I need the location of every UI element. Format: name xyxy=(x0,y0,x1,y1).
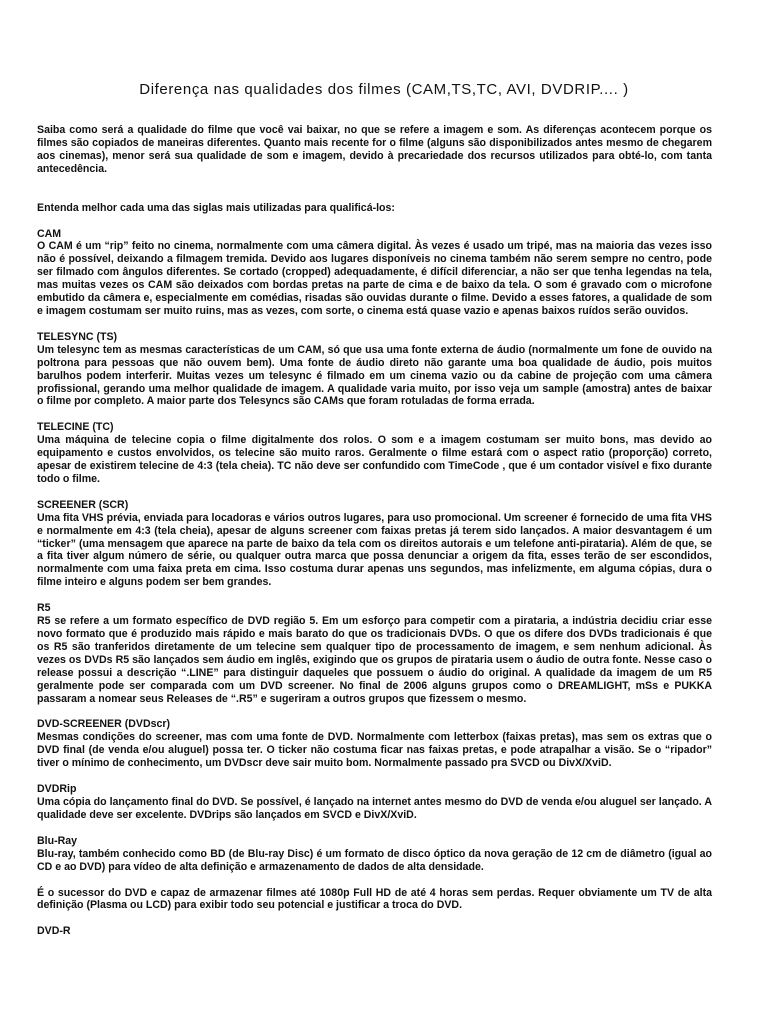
section-body: Um telesync tem as mesmas características de um CAM, só que usa uma fonte externa de áudio (normalmente um fone de ouvido na poltrona para pessoas que não ouvem bem). Uma fonte de áudio direto não garante uma boa qualidade de áudio, pois muitos barulhos podem interferir. Muitas vezes um telesync é filmado em um cinema vazio ou da cabine de projeção com uma câmera profissional, gerando uma melhor qualidade de imagem. A qualidade varia muito, por isso veja um sample (amostra) antes de baixar o filme por completo. A maior parte dos Telesyncs são CAMs que foram rotuladas de forma errada. xyxy=(37,343,712,408)
section-heading: R5 xyxy=(37,602,51,615)
section-body: O CAM é um “rip” feito no cinema, normalmente com uma câmera digital. Às vezes é usado um tripé, mas na maioria das vezes isso não é possível, deixando a filmagem tremida. Devido aos lugares disponíveis no cinema também não serem sempre no centro, pode ser filmado com ângulos diferentes. Se cortado (cropped) adequadamente, é difícil diferenciar, a não ser que tenha legendas na tela, mas muitas vezes os CAM são deixados com bordas pretas na parte de cima e de baixo da tela. O som é gravado com o microfone embutido da câmera e, especialmente em comédias, risadas são ouvidas durante o filme. Devido a esses fatores, a qualidade de som e imagem costumam ser muito ruins, mas as vezes, com sorte, o cinema está quase vazio e apenas baixos ruídos serão ouvidos. xyxy=(37,240,712,317)
section-heading: DVD-R xyxy=(37,925,71,938)
section-heading: TELECINE (TC) xyxy=(37,421,114,434)
section-heading: CAM xyxy=(37,227,62,240)
section-body: R5 se refere a um formato específico de DVD região 5. Em um esforço para competir com a pirataria, a indústria decidiu criar esse novo formato que é produzido mais rápido e mais barato do que os tradicionais DVDs. O que os difere dos DVDs tradicionais é que os R5 são tranferidos diretamente de um telecine sem qualquer tipo de processamento de imagem, e sem nenhum adicional. Às vezes os DVDs R5 são lançados sem áudio em inglês, exigindo que os grupos de pirataria usem o áudio de outra fonte. Nesse caso o release possui a descrição “.LINE” para distinguir daqueles que possuem o áudio do original. A qualidade da imagem de um R5 geralmente pode ser comparada com um DVD screener. No final de 2006 alguns grupos como o DREAMLIGHT, mSs e PUKKA passaram a nomear seus Releases de “.R5” e sugeriram a outros grupos que fizessem o mesmo. xyxy=(37,615,712,705)
section-blu-ray xyxy=(37,835,712,913)
section-body: Mesmas condições do screener, mas com uma fonte de DVD. Normalmente com letterbox (faixas pretas), mas sem os extras que o DVD final (de venda e/ou aluguel) possa ter. O ticker não costuma ficar nas faixas pretas, e pode atrapalhar a visão. Se o “ripador” tiver o mínimo de conhecimento, um DVDscr deve sair muito bom. Normalmente passado pra SVCD ou DivX/XviD. xyxy=(37,731,712,770)
section-body: Uma fita VHS prévia, enviada para locadoras e vários outros lugares, para uso promocional. Um screener é fornecido de uma fita VHS e normalmente em 4:3 (tela cheia), apesar de alguns screener com faixas pretas já terem sido lançados. A maior desvantagem é um “ticker” (uma mensagem que aparece na parte de baixo da tela com os direitos autorais e um telefone anti-pirataria). Além de que, se a fita tiver algum número de série, ou qualquer outra marca que possa denunciar a origem da fita, esses terão de ser escondidos, normalmente com uma faixa preta em cima. Isso costuma durar apenas uns segundos, mas infelizmente, em alguma cópias, dura o filme inteiro e alguns podem ser bem grandes. xyxy=(37,511,712,589)
lead-paragraph: Entenda melhor cada uma das siglas mais utilizadas para qualificá-los: xyxy=(37,201,395,214)
section-cam xyxy=(37,228,712,318)
section-dvdrip xyxy=(37,783,712,822)
section-r5 xyxy=(37,602,712,705)
section-heading: TELESYNC (TS) xyxy=(37,330,118,343)
section-body: Uma cópia do lançamento final do DVD. Se possível, é lançado na internet antes mesmo do DVD de venda e/ou aluguel ser lançado. A qualidade deve ser excelente. DVDrips são lançados em SVCD e DivX/XviD. xyxy=(37,795,712,821)
section-telecine xyxy=(37,421,712,486)
section-heading: DVDRip xyxy=(37,783,77,796)
section-heading: Blu-Ray xyxy=(37,834,78,847)
section-body-continued: É o sucessor do DVD e capaz de armazenar filmes até 1080p Full HD de até 4 horas sem perdas. Requer obviamente um TV de alta definição (Plasma ou LCD) para exibir todo seu potencial e justificar a troca do DVD. xyxy=(37,886,712,912)
section-telesync xyxy=(37,331,712,408)
section-dvd-r xyxy=(37,925,712,938)
section-heading: SCREENER (SCR) xyxy=(37,498,129,511)
document-body xyxy=(37,124,712,938)
section-heading: DVD-SCREENER (DVDscr) xyxy=(37,718,171,731)
intro-paragraph: Saiba como será a qualidade do filme que você vai baixar, no que se refere a imagem e som. As diferenças acontecem porque os filmes são copiados de maneiras diferentes. Quanto mais recente for o filme (alguns são disponibilizados antes mesmo de chegarem aos cinemas), menor será sua qualidade de som e imagem, devido à precariedade dos recursos utilizados para obté-lo, com tanta antecedência. xyxy=(37,124,712,175)
section-dvd-screener xyxy=(37,718,712,770)
section-screener xyxy=(37,499,712,589)
document-title: Diferença nas qualidades dos filmes (CAM,TS,TC, AVI, DVDRIP.... ) xyxy=(139,81,629,98)
section-body: Uma máquina de telecine copia o filme digitalmente dos rolos. O som e a imagem costumam ser muito bons, mas devido ao equipamento e custos envolvidos, os telecine são muito raros. Geralmente o filme estará com o aspect ratio (proporção) correto, apesar de existirem telecine de 4:3 (tela cheia). TC não deve ser confundido com TimeCode , que é um contador visível e fixo durante todo o filme. xyxy=(37,434,712,485)
section-body: Blu-ray, também conhecido como BD (de Blu-ray Disc) é um formato de disco óptico da nova geração de 12 cm de diâmetro (igual ao CD e ao DVD) para vídeo de alta definição e armazenamento de dados de alta densidade. xyxy=(37,847,712,873)
